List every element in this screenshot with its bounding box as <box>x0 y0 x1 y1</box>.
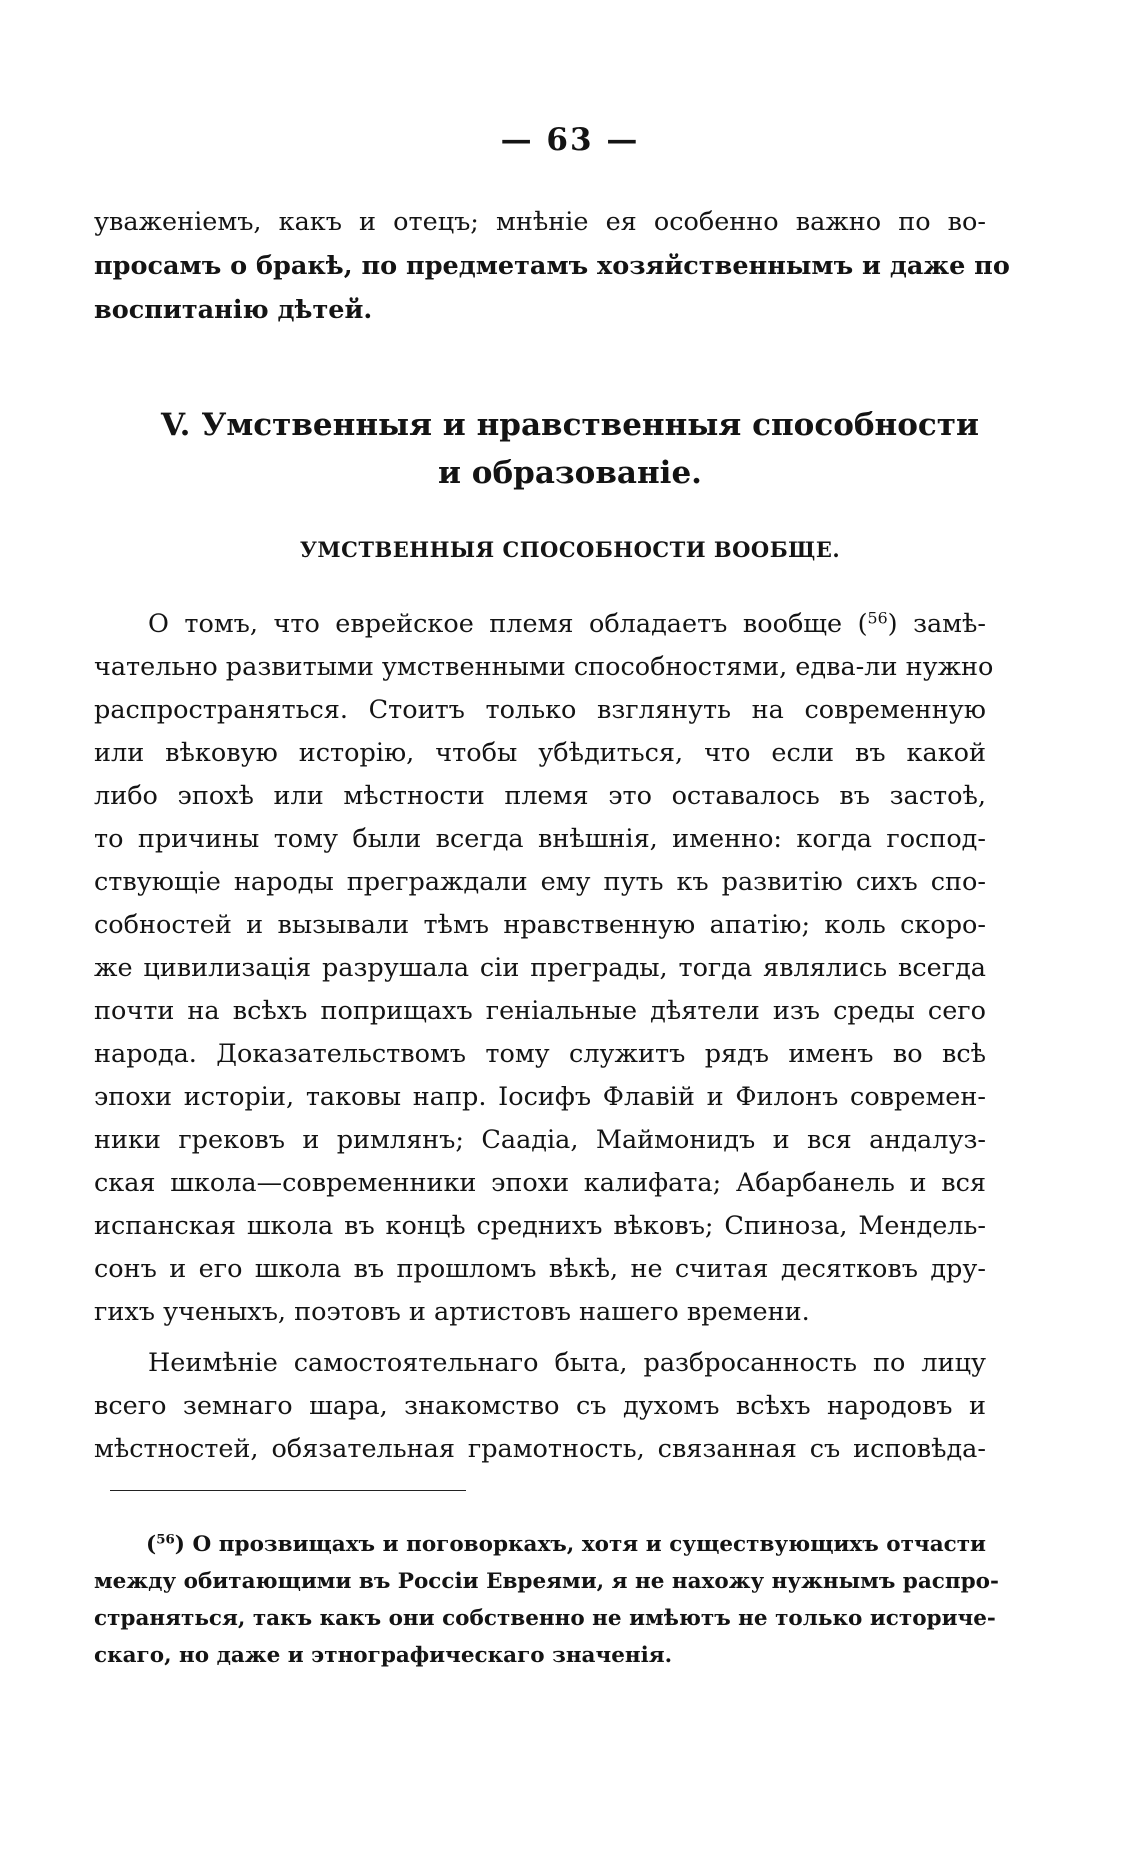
text-line: или вѣковую исторію, чтобы убѣдиться, что если въ какой <box>94 738 986 768</box>
text-line: распространяться. Стоитъ только взглянуть на современную <box>94 695 986 725</box>
footnote-line: страняться, такъ какъ они собственно не имѣютъ не только историче- <box>94 1606 996 1631</box>
text-line: уваженіемъ, какъ и отецъ; мнѣніе ея особенно важно по во- <box>94 207 986 237</box>
text-line: испанская школа въ концѣ среднихъ вѣковъ; Спиноза, Мендель- <box>94 1211 986 1241</box>
footnote-paren: ( <box>146 1532 157 1557</box>
text-line: гихъ ученыхъ, поэтовъ и артистовъ нашего времени. <box>94 1297 810 1327</box>
footnote-ref: 56 <box>867 608 888 628</box>
text-line <box>148 607 986 641</box>
text-line: же цивилизація разрушала сіи преграды, тогда являлись всегда <box>94 953 986 983</box>
text-line: просамъ о бракѣ, по предметамъ хозяйственнымъ и даже по <box>94 251 1010 281</box>
text-line: воспитанію дѣтей. <box>94 295 373 325</box>
text-line: либо эпохѣ или мѣстности племя это оставалось въ застоѣ, <box>94 781 986 811</box>
text-line: всего земнаго шара, знакомство съ духомъ всѣхъ народовъ и <box>94 1391 986 1421</box>
text-line: то причины тому были всегда внѣшнія, именно: когда господ- <box>94 824 986 854</box>
footnote-divider <box>110 1490 466 1491</box>
text-line: ствующіе народы преграждали ему путь къ развитію сихъ спо- <box>94 867 986 897</box>
text-line: чательно развитыми умственными способностями, едва-ли нужно <box>94 652 994 682</box>
text-line: ники грековъ и римлянъ; Саадіа, Маймонидъ и вся андалуз- <box>94 1125 986 1155</box>
text-fragment: ) замѣ- <box>887 609 987 639</box>
text-line: собностей и вызывали тѣмъ нравственную апатію; коль скоро- <box>94 910 986 940</box>
text-line: мѣстностей, обязательная грамотность, связанная съ исповѣда- <box>94 1434 986 1464</box>
text-line: народа. Доказательствомъ тому служитъ рядъ именъ во всѣ <box>94 1039 986 1069</box>
section-title-line-1: V. Умственныя и нравственныя способности <box>161 407 979 443</box>
text-fragment: О томъ, что еврейское племя обладаетъ вообще ( <box>148 609 868 639</box>
text-line: сонъ и его школа въ прошломъ вѣкѣ, не считая десятковъ дру- <box>94 1254 986 1284</box>
footnote-paren: ) <box>174 1532 185 1557</box>
page-number: — 63 — <box>500 122 640 158</box>
footnote-line: скаго, но даже и этнографическаго значенія. <box>94 1643 673 1668</box>
footnote-number: 56 <box>156 1531 175 1548</box>
text-line: ская школа—современники эпохи калифата; Абарбанель и вся <box>94 1168 986 1198</box>
footnote-line <box>146 1530 986 1560</box>
text-line: почти на всѣхъ поприщахъ геніальные дѣятели изъ среды сего <box>94 996 986 1026</box>
text-line: эпохи исторіи, таковы напр. Іосифъ Флавій и Филонъ современ- <box>94 1082 986 1112</box>
footnote-line: между обитающими въ Россіи Евреями, я не нахожу нужнымъ распро- <box>94 1569 999 1594</box>
footnote-text: О прозвищахъ и поговоркахъ, хотя и существующихъ отчасти <box>184 1532 986 1557</box>
text-line: Неимѣніе самостоятельнаго быта, разбросанность по лицу <box>148 1348 986 1378</box>
section-title-line-2: и образованіе. <box>438 455 702 491</box>
subsection-title: УМСТВЕННЫЯ СПОСОБНОСТИ ВООБЩЕ. <box>299 537 841 562</box>
